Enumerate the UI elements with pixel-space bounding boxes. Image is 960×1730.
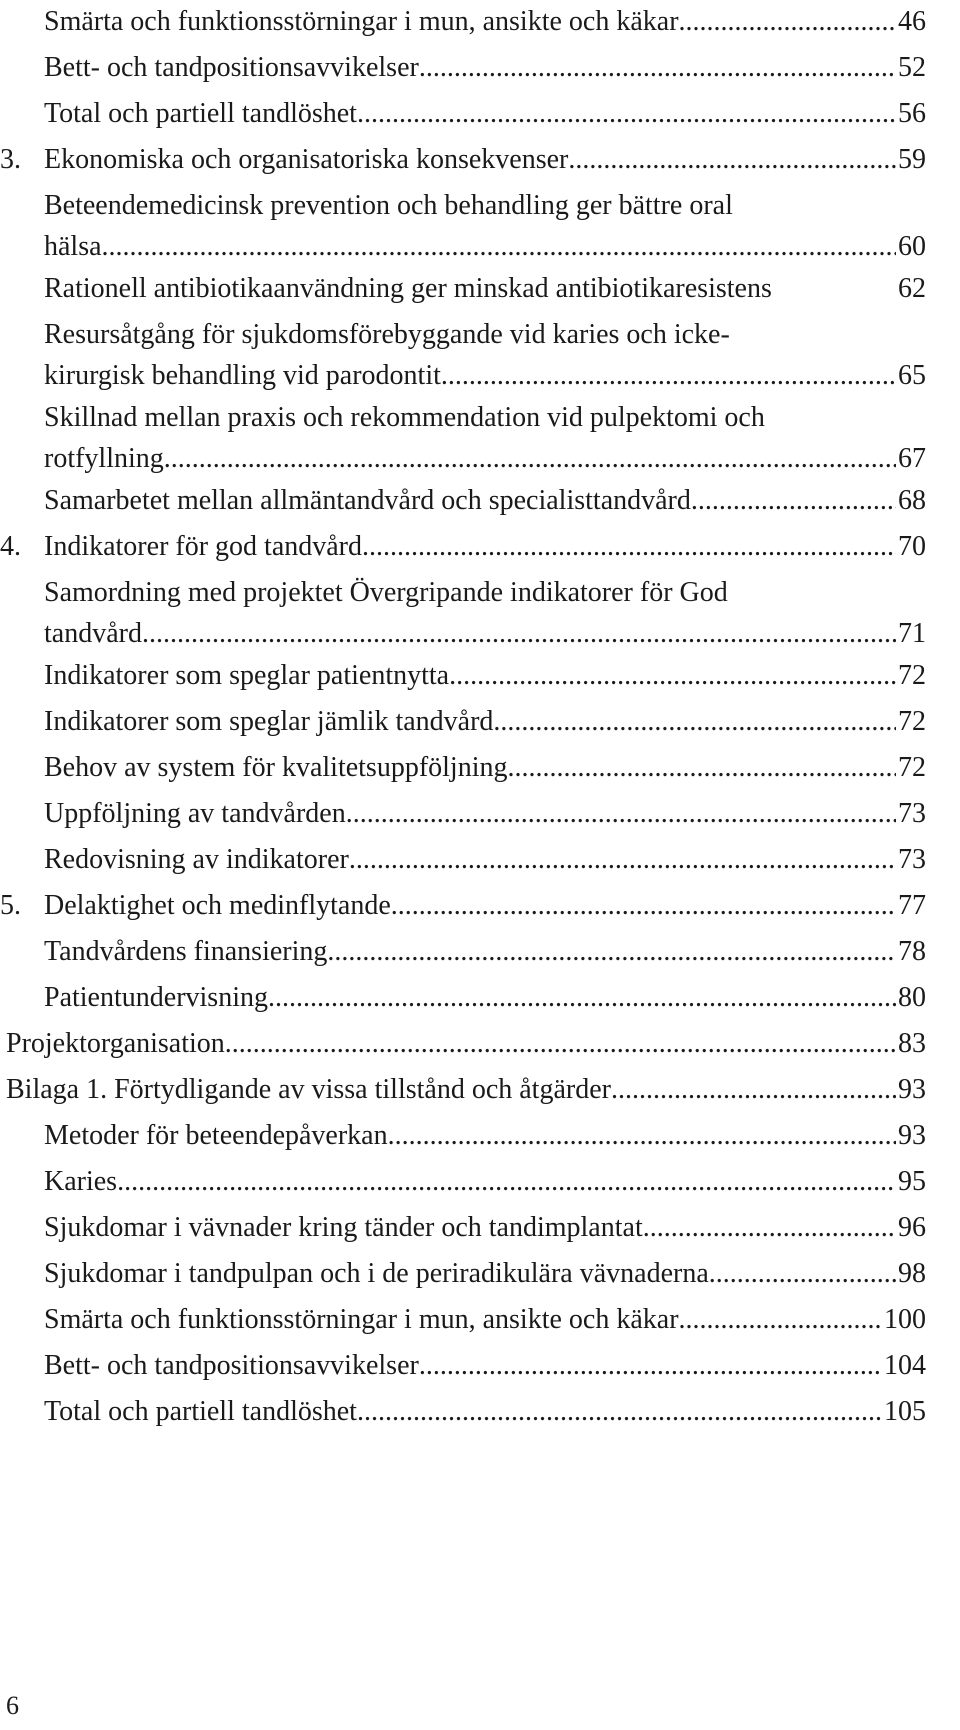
toc-entry-page: 105: [884, 1396, 926, 1427]
dot-leader: [449, 654, 896, 698]
toc-entry-page: 62: [898, 273, 926, 304]
toc-entry-page: 78: [898, 936, 926, 967]
dot-leader: [419, 46, 896, 90]
toc-entry-number: 3.: [0, 144, 21, 175]
toc-entry-number: 4.: [0, 531, 21, 562]
toc-entry-title: Indikatorer som speglar jämlik tandvård: [44, 706, 494, 737]
dot-leader: [388, 1114, 896, 1158]
dot-leader: [679, 0, 896, 44]
dot-leader: [679, 1298, 882, 1342]
page-number: 6: [6, 1691, 19, 1720]
toc-entry-page: 104: [884, 1350, 926, 1381]
toc-entry-page: 93: [898, 1120, 926, 1151]
toc-entry-page: 98: [898, 1258, 926, 1289]
dot-leader: [441, 354, 896, 398]
dot-leader: [611, 1068, 896, 1112]
dot-leader: [142, 612, 896, 656]
dot-leader: [709, 1252, 896, 1296]
toc-entry-title: Bett- och tandpositionsavvikelser: [44, 1350, 419, 1381]
toc-entry-title: Delaktighet och medinflytande: [44, 890, 391, 921]
toc-entry-title: Indikatorer för god tandvård: [44, 531, 362, 562]
dot-leader: [362, 525, 896, 569]
toc-entry-title: Uppföljning av tandvården: [44, 798, 346, 829]
toc-entry-title: Total och partiell tandlöshet: [44, 98, 357, 129]
toc-entry-title: Indikatorer som speglar patientnytta: [44, 660, 450, 691]
toc-entry-number: 5.: [0, 890, 21, 921]
dot-leader: [568, 138, 896, 182]
toc-entry-title: Beteendemedicinsk prevention och behandling ger bättre oral: [44, 190, 733, 221]
toc-entry-page: 93: [898, 1074, 926, 1105]
toc-entry-title: Smärta och funktionsstörningar i mun, ansikte och käkar: [44, 6, 679, 37]
toc-entry-page: 70: [898, 531, 926, 562]
dot-leader: [225, 1022, 896, 1066]
toc-entry-page: 73: [898, 798, 926, 829]
toc-entry-title: Metoder för beteendepåverkan: [44, 1120, 388, 1151]
toc-entry-title: Bilaga 1. Förtydligande av vissa tillstånd och åtgärder: [6, 1074, 611, 1105]
toc-entry-page: 80: [898, 982, 926, 1013]
dot-leader: [117, 1160, 896, 1204]
toc-entry-title: tandvård: [44, 618, 142, 649]
toc-entry-title: Patientundervisning: [44, 982, 268, 1013]
dot-leader: [691, 479, 896, 523]
toc-entry-title: Skillnad mellan praxis och rekommendation vid pulpektomi och: [44, 402, 765, 433]
toc-entry-page: 72: [898, 706, 926, 737]
dot-leader: [643, 1206, 896, 1250]
dot-leader: [102, 225, 896, 269]
toc-entry-page: 72: [898, 660, 926, 691]
toc-entry-title: Samordning med projektet Övergripande indikatorer för God: [44, 577, 728, 608]
dot-leader: [357, 92, 896, 136]
toc-entry-page: 71: [898, 618, 926, 649]
toc-entry-title: Total och partiell tandlöshet: [44, 1396, 357, 1427]
dot-leader: [493, 700, 896, 744]
toc-entry-page: 56: [898, 98, 926, 129]
toc-entry-title: Tandvårdens finansiering: [44, 936, 328, 967]
dot-leader: [268, 976, 896, 1020]
dot-leader: [508, 746, 897, 790]
toc-entry-page: 96: [898, 1212, 926, 1243]
dot-leader: [327, 930, 896, 974]
toc-entry-title: Projektorganisation: [6, 1028, 225, 1059]
dot-leader: [357, 1390, 882, 1434]
toc-entry-title: Sjukdomar i tandpulpan och i de periradikulära vävnaderna: [44, 1258, 709, 1289]
toc-entry-title: Bett- och tandpositionsavvikelser: [44, 52, 419, 83]
toc-entry-title: rotfyllning: [44, 443, 164, 474]
toc-entry-title: Ekonomiska och organisatoriska konsekvenser: [44, 144, 569, 175]
toc-entry-page: 46: [898, 6, 926, 37]
dot-leader: [419, 1344, 882, 1388]
toc-entry-title: Smärta och funktionsstörningar i mun, ansikte och käkar: [44, 1304, 679, 1335]
toc-entry-page: 52: [898, 52, 926, 83]
toc-entry-title: kirurgisk behandling vid parodontit: [44, 360, 441, 391]
dot-leader: [164, 437, 896, 481]
toc-entry-title: Behov av system för kvalitetsuppföljning: [44, 752, 508, 783]
toc-entry-page: 73: [898, 844, 926, 875]
dot-leader: [349, 838, 896, 882]
toc-entry-page: 72: [898, 752, 926, 783]
toc-entry-page: 60: [898, 231, 926, 262]
toc-entry-title: Karies: [44, 1166, 118, 1197]
toc-entry-page: 59: [898, 144, 926, 175]
toc-entry-title: Resursåtgång för sjukdomsförebyggande vid karies och icke-: [44, 319, 730, 350]
dot-leader: [391, 884, 896, 928]
toc-entry-title: Sjukdomar i vävnader kring tänder och tandimplantat: [44, 1212, 643, 1243]
toc-entry-page: 77: [898, 890, 926, 921]
toc-entry-title: hälsa: [44, 231, 102, 262]
toc-entry-page: 67: [898, 443, 926, 474]
toc-entry-title: Redovisning av indikatorer: [44, 844, 349, 875]
toc-entry-title: Samarbetet mellan allmäntandvård och specialisttandvård: [44, 485, 691, 516]
toc-entry-page: 65: [898, 360, 926, 391]
toc-entry-title: Rationell antibiotikaanvändning ger minskad antibiotikaresistens: [44, 273, 772, 304]
dot-leader: [346, 792, 896, 836]
toc-entry-page: 83: [898, 1028, 926, 1059]
toc-entry-page: 95: [898, 1166, 926, 1197]
toc-entry-page: 100: [884, 1304, 926, 1335]
toc-entry-page: 68: [898, 485, 926, 516]
